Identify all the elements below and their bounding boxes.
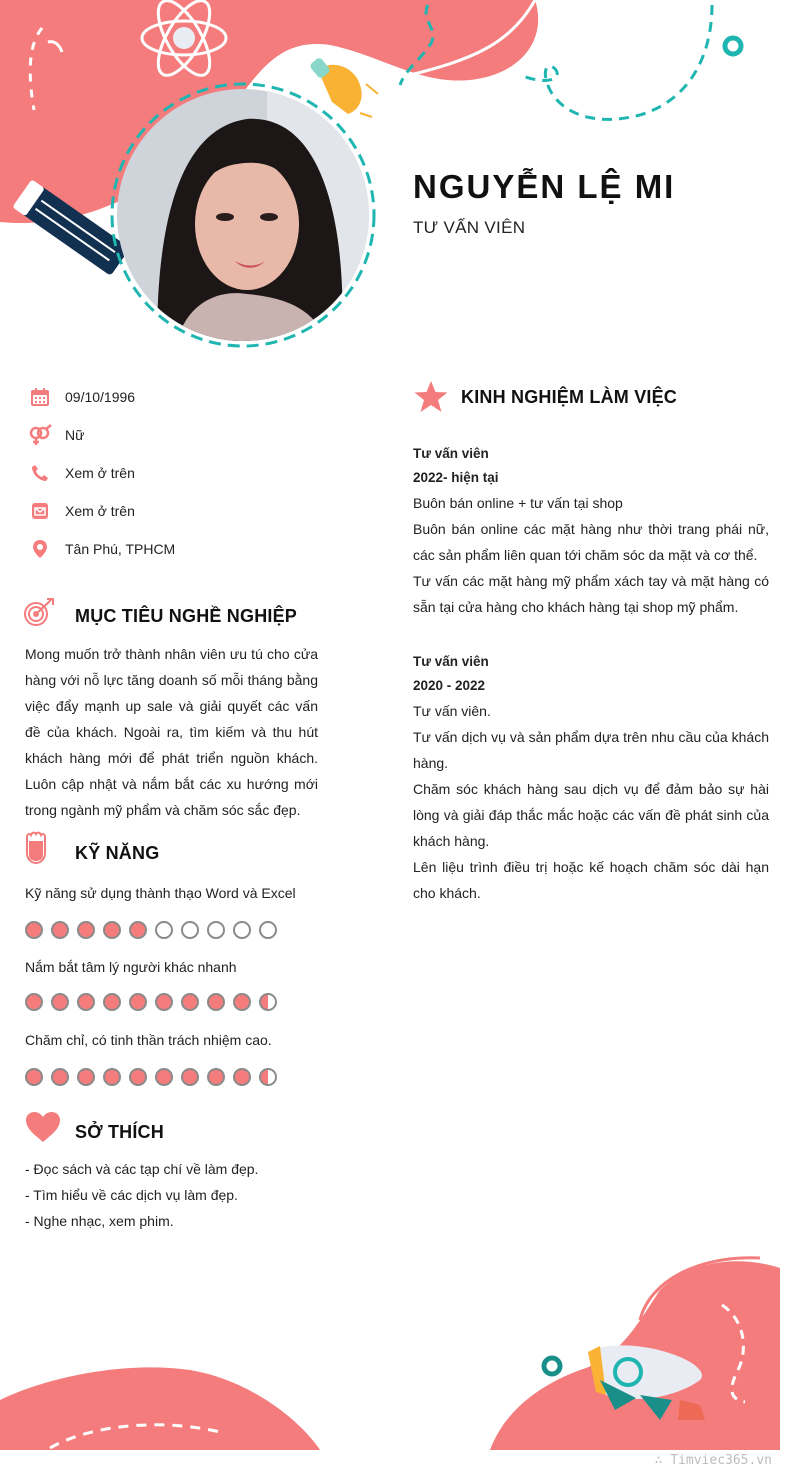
rating-dot bbox=[181, 993, 199, 1011]
rating-dot bbox=[103, 921, 121, 939]
star-icon bbox=[413, 380, 449, 414]
rating-dot bbox=[155, 993, 173, 1011]
rating-dot bbox=[129, 921, 147, 939]
rating-dot bbox=[77, 921, 95, 939]
hobby-item: - Tìm hiểu về các dịch vụ làm đẹp. bbox=[25, 1187, 238, 1203]
hobby-item: - Đọc sách và các tạp chí về làm đẹp. bbox=[25, 1161, 259, 1177]
fist-icon bbox=[24, 831, 48, 865]
job-line: Tư vấn dịch vụ và sản phẩm dựa trên nhu cầu của khách hàng. bbox=[413, 729, 769, 771]
rating-dot bbox=[25, 993, 43, 1011]
birthdate-text: 09/10/1996 bbox=[65, 389, 136, 405]
location-icon bbox=[28, 537, 52, 561]
contact-address bbox=[28, 537, 175, 561]
rating-dot bbox=[181, 921, 199, 939]
rating-dot bbox=[103, 993, 121, 1011]
calendar-icon bbox=[28, 385, 52, 409]
target-icon bbox=[23, 597, 55, 629]
contact-birthdate bbox=[28, 385, 135, 409]
candidate-name: NGUYỄN LỆ MI bbox=[413, 168, 676, 205]
objective-text: Mong muốn trở thành nhân viên ưu tú cho cửa hàng với nỗ lực tăng doanh số mỗi tháng bằng việc đẩy mạnh up sale và giải quyết các vấn đề của khách. Ngoài ra, tìm kiếm và thu hút khách hàng mới để phát triển nguồn khách. Luôn cập nhật và nắm bắt các xu hướng mới trong ngành mỹ phẩm và chăm sóc sắc đẹp. bbox=[25, 646, 318, 818]
rating-dot bbox=[155, 1068, 173, 1086]
rating-dot bbox=[25, 921, 43, 939]
heart-icon bbox=[25, 1111, 61, 1143]
job-line: Buôn bán online + tư vấn tại shop bbox=[413, 495, 623, 511]
experience-title: KINH NGHIỆM LÀM VIỆC bbox=[461, 387, 678, 407]
job-line: Chăm sóc khách hàng sau dịch vụ để đảm bảo sự hài lòng và giải đáp thắc mắc hoặc các vấn đề phát sinh của khách hàng. bbox=[413, 781, 769, 849]
job-line: Buôn bán online các mặt hàng như thời trang phái nữ, các sản phẩm liên quan tới chăm sóc da mặt và cơ thể. bbox=[413, 521, 769, 563]
skill-rating bbox=[25, 921, 285, 939]
skill-label: Kỹ năng sử dụng thành thạo Word và Excel bbox=[25, 885, 296, 901]
skills-title: KỸ NĂNG bbox=[75, 843, 160, 863]
job-entry bbox=[413, 650, 769, 906]
bottom-left-blob bbox=[0, 1367, 320, 1450]
rating-dot bbox=[207, 1068, 225, 1086]
job-period: 2020 - 2022 bbox=[413, 678, 486, 693]
rating-dot bbox=[77, 1068, 95, 1086]
phone-text: Xem ở trên bbox=[65, 465, 135, 481]
job-line: Tư vấn các mặt hàng mỹ phẩm xách tay và mặt hàng có sẵn tại cửa hàng cho khách hàng tại shop mỹ phẩm. bbox=[413, 573, 769, 615]
rating-dot bbox=[155, 921, 173, 939]
contact-email bbox=[28, 499, 135, 523]
rating-dot bbox=[259, 921, 277, 939]
gender-icon bbox=[28, 423, 52, 447]
job-line: Tư vấn viên. bbox=[413, 703, 491, 719]
candidate-position: TƯ VẤN VIÊN bbox=[413, 218, 526, 237]
rating-dot bbox=[103, 1068, 121, 1086]
rating-dot bbox=[51, 921, 69, 939]
rating-dot bbox=[51, 993, 69, 1011]
rating-dot bbox=[259, 1068, 277, 1086]
avatar bbox=[117, 89, 369, 341]
skill-label: Nắm bắt tâm lý người khác nhanh bbox=[25, 959, 237, 975]
job-entry bbox=[413, 442, 769, 620]
email-icon bbox=[28, 499, 52, 523]
rating-dot bbox=[207, 921, 225, 939]
rating-dot bbox=[233, 921, 251, 939]
hobby-item: - Nghe nhạc, xem phim. bbox=[25, 1213, 174, 1229]
phone-icon bbox=[28, 461, 52, 485]
skill-label: Chăm chỉ, có tinh thần trách nhiệm cao. bbox=[25, 1032, 272, 1048]
contact-gender bbox=[28, 423, 84, 447]
job-role: Tư vấn viên bbox=[413, 446, 489, 461]
rating-dot bbox=[25, 1068, 43, 1086]
contact-phone bbox=[28, 461, 135, 485]
rating-dot bbox=[129, 1068, 147, 1086]
objective-title: MỤC TIÊU NGHỀ NGHIỆP bbox=[75, 606, 298, 626]
job-role: Tư vấn viên bbox=[413, 654, 489, 669]
email-text: Xem ở trên bbox=[65, 503, 135, 519]
address-text: Tân Phú, TPHCM bbox=[65, 541, 176, 557]
rating-dot bbox=[259, 993, 277, 1011]
hobbies-title: SỞ THÍCH bbox=[75, 1122, 164, 1142]
rating-dot bbox=[77, 993, 95, 1011]
watermark: ∴ Timviec365.vn bbox=[654, 1453, 772, 1468]
rating-dot bbox=[207, 993, 225, 1011]
rating-dot bbox=[51, 1068, 69, 1086]
rating-dot bbox=[233, 993, 251, 1011]
rating-dot bbox=[129, 993, 147, 1011]
rating-dot bbox=[233, 1068, 251, 1086]
gender-text: Nữ bbox=[65, 427, 85, 443]
job-period: 2022- hiện tại bbox=[413, 470, 499, 485]
skill-rating bbox=[25, 993, 285, 1011]
rating-dot bbox=[181, 1068, 199, 1086]
job-line: Lên liệu trình điều trị hoặc kế hoạch chăm sóc dài hạn cho khách. bbox=[413, 859, 769, 901]
skill-rating bbox=[25, 1068, 285, 1086]
